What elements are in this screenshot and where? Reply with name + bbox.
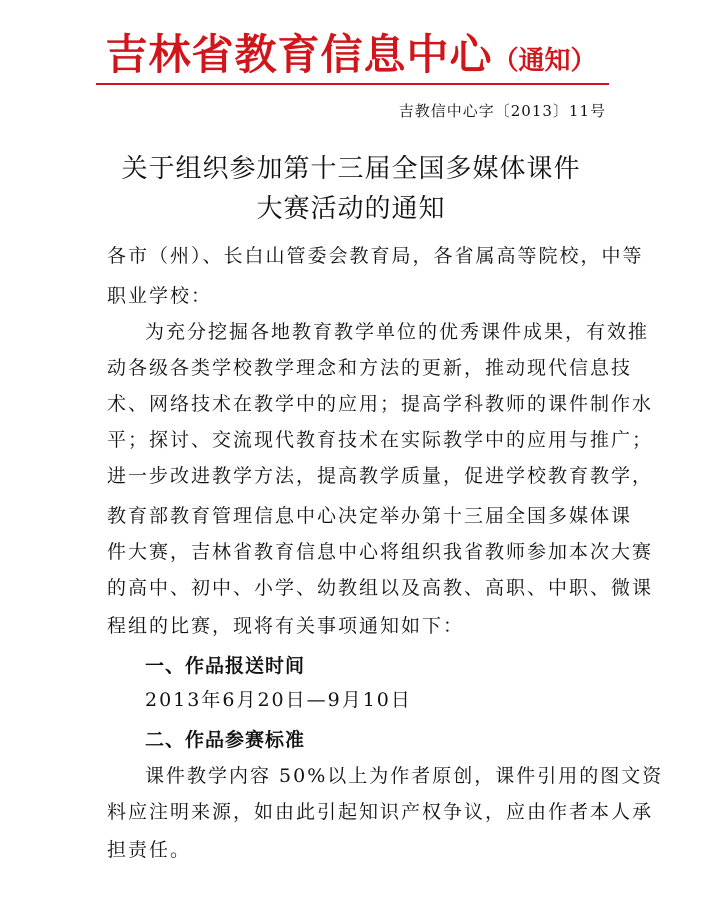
salutation-line-1: 各市（州）、长白山管委会教育局，各省属高等院校，中等	[107, 245, 644, 267]
intro-line-1: 为充分挖掘各地教育教学单位的优秀课件成果，有效推	[145, 321, 650, 343]
masthead-suffix: （通知）	[492, 46, 597, 76]
section-2-line-1: 课件教学内容 50%以上为作者原创，课件引用的图文资	[145, 765, 664, 787]
section-1-text: 2013年6月20日—9月10日	[145, 689, 412, 711]
document-masthead	[0, 22, 702, 82]
section-1-heading: 一、作品报送时间	[145, 655, 306, 677]
document-title-line-1: 关于组织参加第十三届全国多媒体课件	[121, 154, 581, 184]
intro-line-7: 件大赛，吉林省教育信息中心将组织我省教师参加本次大赛	[107, 541, 654, 563]
section-2-line-2: 料应注明来源，如由此引起知识产权争议，应由作者本人承	[107, 801, 654, 823]
intro-line-5: 进一步改进教学方法，提高教学质量，促进学校教育教学，	[107, 465, 654, 487]
intro-line-9: 程组的比赛，现将有关事项通知如下：	[107, 615, 465, 637]
intro-line-6: 教育部教育管理信息中心决定举办第十三届全国多媒体课	[107, 505, 633, 527]
intro-line-4: 平；探讨、交流现代教育技术在实际教学中的应用与推广；	[107, 429, 654, 451]
section-2-heading: 二、作品参赛标准	[145, 729, 306, 751]
document-number: 吉教信中心字〔2013〕11号	[398, 102, 606, 120]
intro-line-3: 术、网络技术在教学中的应用；提高学科教师的课件制作水	[107, 393, 654, 415]
salutation-line-2: 职业学校：	[107, 285, 213, 307]
masthead-rule	[96, 83, 609, 85]
masthead-org: 吉林省教育信息中心	[105, 30, 493, 79]
intro-line-8: 的高中、初中、小学、幼教组以及高教、高职、中职、微课	[107, 577, 654, 599]
intro-line-2: 动各级各类学校教学理念和方法的更新，推动现代信息技	[107, 357, 633, 379]
document-title-line-2: 大赛活动的通知	[256, 194, 446, 224]
section-2-line-3: 担责任。	[107, 839, 192, 861]
